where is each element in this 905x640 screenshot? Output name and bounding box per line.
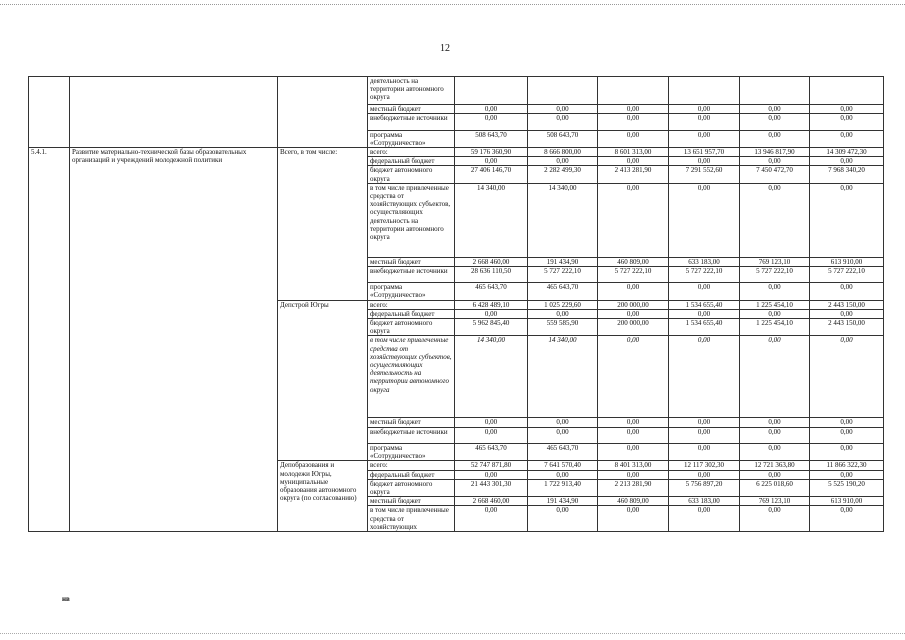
funding-source: программа «Сотрудничество»	[368, 283, 455, 300]
amount-cell: 508 643,70	[455, 130, 528, 147]
amount-cell: 191 434,90	[528, 257, 598, 266]
amount-cell: 0,00	[455, 470, 528, 479]
executor	[278, 77, 368, 148]
amount-cell: 0,00	[740, 506, 810, 532]
amount-cell: 7 641 570,40	[528, 461, 598, 470]
funding-source: местный бюджет	[368, 497, 455, 506]
amount-cell: 465 643,70	[528, 444, 598, 461]
executor: Депстрой Югры	[278, 300, 368, 461]
amount-cell: 1 534 655,40	[669, 319, 740, 336]
amount-cell: 2 213 281,90	[598, 479, 669, 496]
amount-cell: 52 747 871,80	[455, 461, 528, 470]
funding-source: всего:	[368, 300, 455, 309]
amount-cell: 200 000,00	[598, 319, 669, 336]
amount-cell: 1 534 655,40	[669, 300, 740, 309]
amount-cell: 0,00	[528, 427, 598, 443]
funding-source: внебюджетные источники	[368, 266, 455, 282]
scan-bottom-edge	[0, 633, 905, 638]
amount-cell: 1 225 454,10	[740, 300, 810, 309]
amount-cell: 5 727 222,10	[528, 266, 598, 282]
executor: Депобразования и молодежи Югры, муниципальные образования автономного округа (по согласованию)	[278, 461, 368, 532]
amount-cell: 7 291 552,60	[669, 166, 740, 183]
funding-source: всего:	[368, 461, 455, 470]
funding-source: программа «Сотрудничество»	[368, 130, 455, 147]
amount-cell: 5 962 845,40	[455, 319, 528, 336]
amount-cell: 0,00	[598, 336, 669, 418]
funding-source: внебюджетные источники	[368, 427, 455, 443]
amount-cell: 7 450 472,70	[740, 166, 810, 183]
amount-cell: 559 585,90	[528, 319, 598, 336]
amount-cell: 0,00	[598, 418, 669, 427]
amount-cell: 12 721 363,80	[740, 461, 810, 470]
amount-cell: 0,00	[455, 114, 528, 130]
amount-cell: 0,00	[528, 157, 598, 166]
amount-cell: 0,00	[740, 157, 810, 166]
amount-cell: 0,00	[810, 427, 884, 443]
amount-cell: 5 727 222,10	[669, 266, 740, 282]
amount-cell: 0,00	[598, 427, 669, 443]
amount-cell: 0,00	[669, 183, 740, 257]
amount-cell: 0,00	[810, 336, 884, 418]
amount-cell: 2 443 150,00	[810, 300, 884, 309]
amount-cell: 5 525 190,20	[810, 479, 884, 496]
amount-cell: 613 910,00	[810, 497, 884, 506]
amount-cell: 0,00	[669, 427, 740, 443]
section-name: Развитие материально-технической базы образовательных организаций и учреждений молодежной политики	[70, 148, 278, 532]
amount-cell: 0,00	[669, 283, 740, 300]
amount-cell: 2 668 460,00	[455, 497, 528, 506]
amount-cell	[740, 77, 810, 105]
amount-cell: 0,00	[810, 283, 884, 300]
amount-cell: 0,00	[740, 336, 810, 418]
funding-source: деятельность на территории автономного округа	[368, 77, 455, 105]
amount-cell	[455, 77, 528, 105]
amount-cell: 0,00	[810, 130, 884, 147]
amount-cell: 12 117 302,30	[669, 461, 740, 470]
funding-source: федеральный бюджет	[368, 309, 455, 318]
amount-cell: 0,00	[740, 105, 810, 114]
amount-cell: 0,00	[598, 506, 669, 532]
funding-source: в том числе привлеченные средства от хозяйствующих	[368, 506, 455, 532]
amount-cell	[598, 77, 669, 105]
table-row	[29, 77, 884, 105]
funding-source: федеральный бюджет	[368, 157, 455, 166]
funding-source: местный бюджет	[368, 257, 455, 266]
amount-cell: 28 636 110,50	[455, 266, 528, 282]
amount-cell: 0,00	[810, 309, 884, 318]
amount-cell: 0,00	[528, 309, 598, 318]
amount-cell: 0,00	[740, 309, 810, 318]
amount-cell: 14 340,00	[455, 336, 528, 418]
funding-source: внебюджетные источники	[368, 114, 455, 130]
amount-cell: 0,00	[740, 114, 810, 130]
amount-cell: 460 809,00	[598, 257, 669, 266]
amount-cell: 0,00	[455, 427, 528, 443]
amount-cell: 5 727 222,10	[810, 266, 884, 282]
amount-cell: 0,00	[528, 470, 598, 479]
amount-cell: 7 968 340,20	[810, 166, 884, 183]
amount-cell: 0,00	[810, 105, 884, 114]
amount-cell: 5 727 222,10	[598, 266, 669, 282]
amount-cell: 0,00	[669, 418, 740, 427]
amount-cell	[669, 77, 740, 105]
amount-cell: 0,00	[598, 309, 669, 318]
section-name	[70, 77, 278, 148]
amount-cell: 11 866 322,30	[810, 461, 884, 470]
amount-cell: 0,00	[598, 183, 669, 257]
amount-cell: 0,00	[740, 283, 810, 300]
executor: Всего, в том числе:	[278, 148, 368, 301]
amount-cell: 0,00	[669, 444, 740, 461]
amount-cell: 0,00	[669, 506, 740, 532]
amount-cell: 200 000,00	[598, 300, 669, 309]
funding-source: в том числе привлеченные средства от хозяйствующих субъектов, осуществляющих деятельность на территории автономного округа	[368, 336, 455, 418]
funding-source: бюджет автономного округа	[368, 166, 455, 183]
amount-cell: 1 722 913,40	[528, 479, 598, 496]
amount-cell: 0,00	[528, 418, 598, 427]
amount-cell: 59 176 360,90	[455, 148, 528, 157]
amount-cell: 5 727 222,10	[740, 266, 810, 282]
amount-cell: 633 183,00	[669, 497, 740, 506]
amount-cell: 0,00	[669, 157, 740, 166]
amount-cell: 8 401 313,00	[598, 461, 669, 470]
amount-cell: 0,00	[669, 309, 740, 318]
amount-cell: 14 340,00	[528, 336, 598, 418]
amount-cell: 769 123,10	[740, 497, 810, 506]
amount-cell: 0,00	[455, 418, 528, 427]
amount-cell: 0,00	[669, 105, 740, 114]
funding-source: в том числе привлеченные средства от хозяйствующих субъектов, осуществляющих деятельность на территории автономного округа	[368, 183, 455, 257]
amount-cell: 0,00	[740, 183, 810, 257]
amount-cell: 8 601 313,00	[598, 148, 669, 157]
table-row	[29, 148, 884, 157]
amount-cell: 0,00	[740, 470, 810, 479]
amount-cell: 465 643,70	[455, 283, 528, 300]
funding-source: всего:	[368, 148, 455, 157]
amount-cell: 14 340,00	[528, 183, 598, 257]
funding-source: бюджет автономного округа	[368, 319, 455, 336]
amount-cell: 0,00	[598, 157, 669, 166]
footer-mark: нв	[62, 595, 70, 603]
amount-cell: 0,00	[669, 114, 740, 130]
funding-source: федеральный бюджет	[368, 470, 455, 479]
funding-source: местный бюджет	[368, 105, 455, 114]
funding-source: бюджет автономного округа	[368, 479, 455, 496]
amount-cell: 0,00	[810, 506, 884, 532]
section-number: 5.4.1.	[29, 148, 70, 532]
amount-cell: 0,00	[598, 130, 669, 147]
funding-source: местный бюджет	[368, 418, 455, 427]
amount-cell: 0,00	[810, 157, 884, 166]
amount-cell: 0,00	[598, 105, 669, 114]
amount-cell: 0,00	[455, 105, 528, 114]
amount-cell: 465 643,70	[528, 283, 598, 300]
amount-cell	[528, 77, 598, 105]
amount-cell: 0,00	[810, 418, 884, 427]
amount-cell: 0,00	[455, 157, 528, 166]
amount-cell: 0,00	[598, 114, 669, 130]
amount-cell: 465 643,70	[455, 444, 528, 461]
amount-cell: 2 282 499,30	[528, 166, 598, 183]
amount-cell: 0,00	[669, 130, 740, 147]
amount-cell: 0,00	[810, 183, 884, 257]
amount-cell: 191 434,90	[528, 497, 598, 506]
amount-cell: 633 183,00	[669, 257, 740, 266]
amount-cell: 0,00	[598, 283, 669, 300]
amount-cell: 0,00	[669, 336, 740, 418]
amount-cell: 460 809,00	[598, 497, 669, 506]
amount-cell: 0,00	[740, 427, 810, 443]
amount-cell: 2 443 150,00	[810, 319, 884, 336]
amount-cell: 0,00	[455, 309, 528, 318]
amount-cell: 0,00	[669, 470, 740, 479]
amount-cell: 0,00	[598, 444, 669, 461]
amount-cell: 0,00	[740, 418, 810, 427]
amount-cell: 0,00	[740, 130, 810, 147]
amount-cell: 0,00	[455, 506, 528, 532]
page-number: 12	[440, 43, 450, 54]
amount-cell: 0,00	[810, 444, 884, 461]
amount-cell: 613 910,00	[810, 257, 884, 266]
amount-cell: 2 413 281,90	[598, 166, 669, 183]
amount-cell: 1 025 229,60	[528, 300, 598, 309]
amount-cell: 2 668 460,00	[455, 257, 528, 266]
amount-cell: 0,00	[528, 114, 598, 130]
amount-cell	[810, 77, 884, 105]
amount-cell: 5 756 897,20	[669, 479, 740, 496]
scan-top-edge	[0, 0, 905, 5]
amount-cell: 14 340,00	[455, 183, 528, 257]
funding-source: программа «Сотрудничество»	[368, 444, 455, 461]
amount-cell: 6 225 018,60	[740, 479, 810, 496]
amount-cell: 0,00	[528, 506, 598, 532]
amount-cell: 13 946 817,90	[740, 148, 810, 157]
amount-cell: 6 428 489,10	[455, 300, 528, 309]
amount-cell: 21 443 301,30	[455, 479, 528, 496]
amount-cell: 1 225 454,10	[740, 319, 810, 336]
amount-cell: 769 123,10	[740, 257, 810, 266]
amount-cell: 0,00	[810, 114, 884, 130]
financing-table	[28, 76, 884, 532]
amount-cell: 508 643,70	[528, 130, 598, 147]
amount-cell: 27 406 146,70	[455, 166, 528, 183]
amount-cell: 0,00	[810, 470, 884, 479]
amount-cell: 14 309 472,30	[810, 148, 884, 157]
amount-cell: 13 651 957,70	[669, 148, 740, 157]
amount-cell: 0,00	[598, 470, 669, 479]
amount-cell: 8 666 800,00	[528, 148, 598, 157]
amount-cell: 0,00	[528, 105, 598, 114]
amount-cell: 0,00	[740, 444, 810, 461]
section-number	[29, 77, 70, 148]
